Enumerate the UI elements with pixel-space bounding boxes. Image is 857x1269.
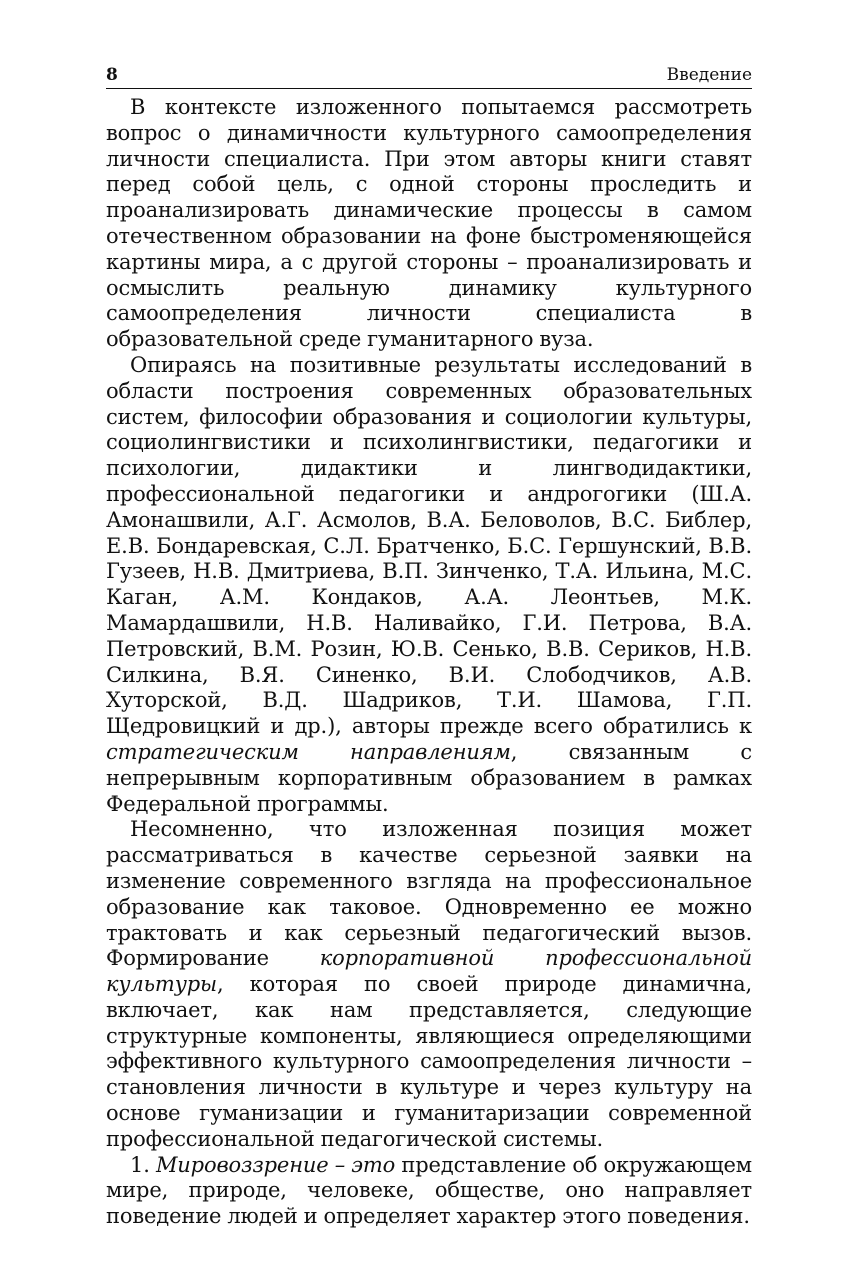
body-text [106, 95, 752, 1230]
paragraph-3-emphasis: корпоративной профессиональной культуры [106, 946, 752, 997]
paragraph-4 [106, 1153, 752, 1230]
book-page [106, 62, 752, 1230]
paragraph-3 [106, 817, 752, 1152]
section-title: Введение [666, 65, 752, 85]
running-header [106, 62, 752, 89]
paragraph-2-emphasis: стратегическим направлениям [106, 739, 511, 764]
paragraph-2-text-before: Опираясь на позитивные результаты исследований в области построения современных образовательных систем, философии образования и социологии культуры, социолингвистики и психолингвистики, педагогики и психологии, дидактики и лингводидактики, профессиональной педагогики и андрогогики (Ш.А. Амонашвили, А.Г. Асмолов, В.А. Беловолов, В.С. Библер, Е.В. Бондаревская, С.Л. Братченко, Б.С. Гершунский, В.В. Гузеев, Н.В. Дмитриева, В.П. Зинченко, Т.А. Ильина, М.С. Каган, А.М. Кондаков, А.А. Леонтьев, М.К. Мамардашвили, Н.В. Наливайко, Г.И. Петрова, В.А. Петровский, В.М. Розин, Ю.В. Сенько, В.В. Сериков, Н.В. Силкина, В.Я. Синенко, В.И. Слободчиков, А.В. Хуторской, В.Д. Шадриков, Т.И. Шамова, Г.П. Щедровицкий и др.), авторы прежде всего обратились к [106, 352, 752, 739]
paragraph-2-text-after: , связанным с непрерывным корпоративным образованием в рамках Федеральной программы. [106, 739, 752, 816]
paragraph-4-emphasis: Мировоззрение – это [155, 1152, 396, 1177]
paragraph-2 [106, 353, 752, 817]
paragraph-3-text-after: , которая по своей природе динамична, включает, как нам представляется, следующие структурные компоненты, являющиеся определяющими эффективного культурного самоопределения личности – становления личности в культуре и через культуру на основе гуманизации и гуманитаризации современной профессиональной педагогической системы. [106, 972, 752, 1151]
paragraph-3-text-before: Несомненно, что изложенная позиция может рассматриваться в качестве серьезной заявки на изменение современного взгляда на профессиональное образование как таковое. Одновременно ее можно трактовать и как серьезный педагогический вызов. Формирование [106, 817, 752, 971]
paragraph-1: В контексте изложенного попытаемся рассмотреть вопрос о динамичности культурного самоопределения личности специалиста. При этом авторы книги ставят перед собой цель, с одной стороны проследить и проанализировать динамические процессы в самом отечественном образовании на фоне быстроменяющейся картины мира, а с другой стороны – проанализировать и осмыслить реальную динамику культурного самоопределения личности специалиста в образовательной среде гуманитарного вуза. [106, 95, 752, 352]
page-number: 8 [106, 65, 118, 85]
list-item-number: 1. [130, 1152, 150, 1177]
paragraph-4-text-after: представление об окружающем мире, природе, человеке, обществе, оно направляет поведение людей и определяет характер этого поведения. [106, 1152, 752, 1229]
